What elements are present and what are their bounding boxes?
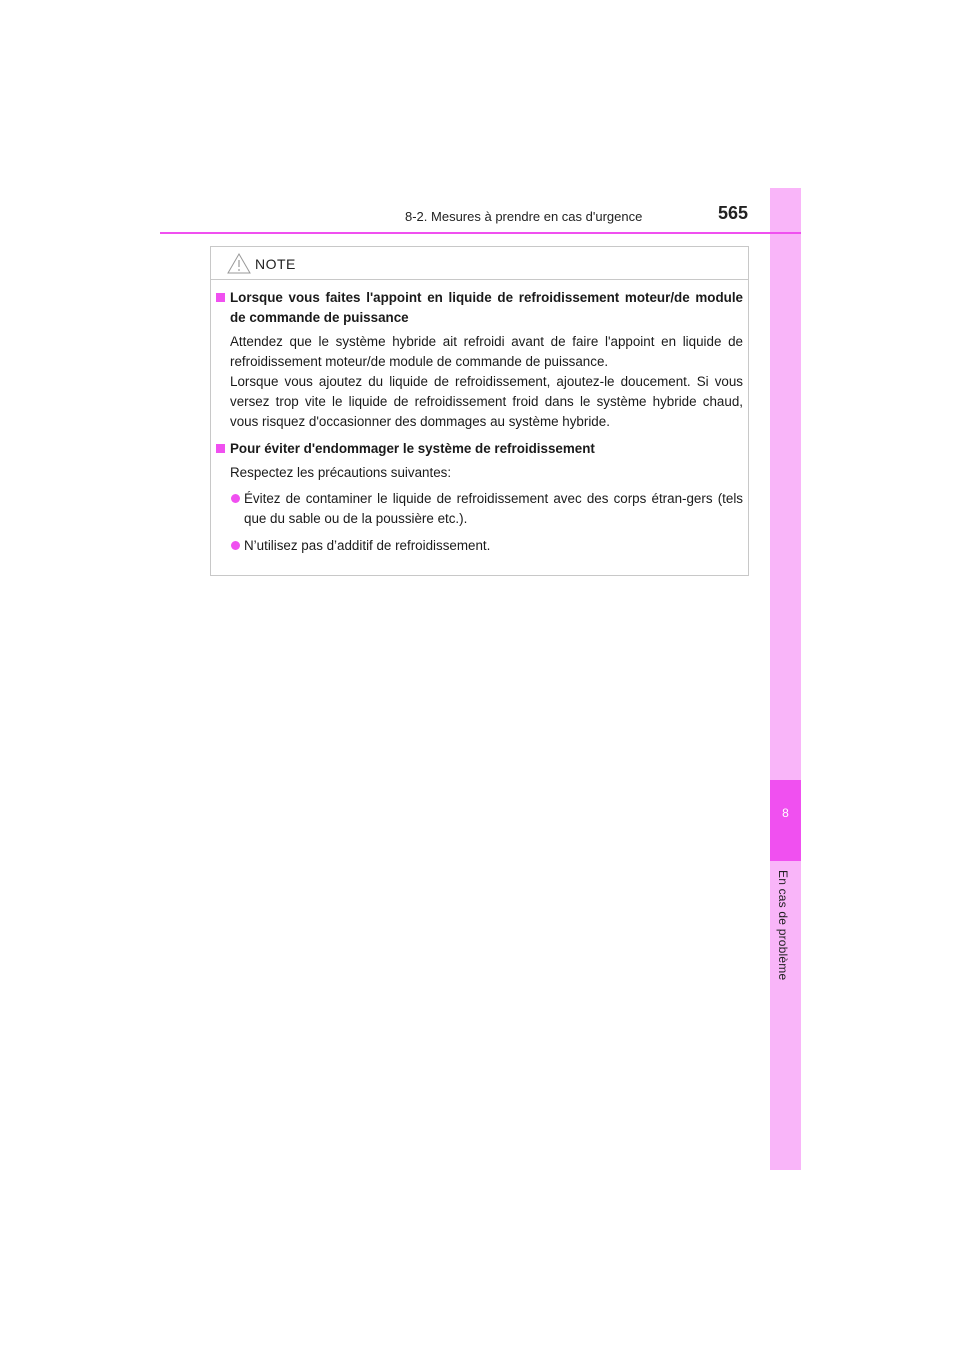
circle-bullet-icon bbox=[231, 494, 240, 503]
chapter-number: 8 bbox=[782, 806, 789, 820]
item-title: Pour éviter d'endommager le système de refroidissement bbox=[216, 439, 743, 459]
square-bullet-icon bbox=[216, 293, 225, 302]
note-box bbox=[210, 246, 749, 576]
list-item: Évitez de contaminer le liquide de refroidissement avec des corps étran-gers (tels que du sable ou de la poussière etc.). bbox=[216, 489, 743, 529]
chapter-tab bbox=[770, 780, 801, 861]
section-title: 8-2. Mesures à prendre en cas d'urgence bbox=[405, 209, 643, 224]
warning-icon bbox=[227, 253, 251, 274]
item-intro: Respectez les précautions suivantes: bbox=[230, 465, 452, 480]
paragraph: Lorsque vous ajoutez du liquide de refroidissement, ajoutez-le doucement. Si vous versez trop vite le liquide de refroidissement froid dans le système hybride chaud, vous risquez d'occasionner des dommages au système hybride. bbox=[230, 374, 743, 429]
side-tab bbox=[770, 188, 801, 1170]
list-item: N’utilisez pas d’additif de refroidissement. bbox=[216, 536, 743, 556]
circle-bullet-icon bbox=[231, 541, 240, 550]
square-bullet-icon bbox=[216, 444, 225, 453]
chapter-title: En cas de problème bbox=[776, 870, 790, 981]
item-body bbox=[216, 332, 743, 432]
note-label: NOTE bbox=[255, 255, 296, 272]
note-header bbox=[227, 253, 296, 274]
page-number: 565 bbox=[718, 203, 749, 223]
header-rule bbox=[160, 232, 801, 234]
note-divider bbox=[211, 279, 748, 280]
paragraph: Attendez que le système hybride ait refroidi avant de faire l'appoint en liquide de refroidissement moteur/de module de commande de puissance. bbox=[230, 334, 743, 369]
item-title: Lorsque vous faites l'appoint en liquide de refroidissement moteur/de module de commande de puissance bbox=[216, 288, 743, 328]
note-content bbox=[216, 288, 743, 556]
